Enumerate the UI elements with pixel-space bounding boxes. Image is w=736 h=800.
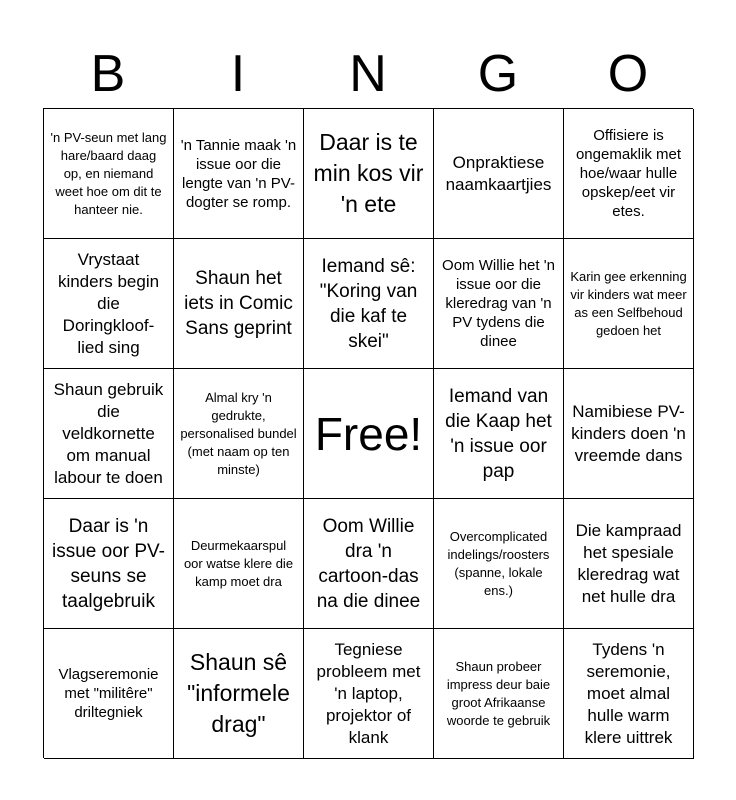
cell-text: Daar is te min kos vir 'n ete xyxy=(313,129,424,217)
cell-text: Daar is 'n issue oor PV-seuns se taalgebruik xyxy=(52,515,165,612)
cell-text: Oom Willie dra 'n cartoon-das na die dinee xyxy=(316,515,421,612)
bingo-cell-r2-c4[interactable] xyxy=(434,239,564,369)
bingo-cell-r1-c3[interactable] xyxy=(304,109,434,239)
header-letter-o: O xyxy=(607,45,649,103)
cell-text: Tegniese probleem met 'n laptop, projektor of klank xyxy=(316,639,421,747)
cell-text: Oom Willie het 'n issue oor die kleredrag van 'n PV tydens die dinee xyxy=(442,257,555,350)
header-letter-n: N xyxy=(349,45,387,103)
bingo-cell-r2-c5[interactable] xyxy=(564,239,694,369)
free-space-text: Free! xyxy=(314,407,423,460)
cell-text: 'n Tannie maak 'n issue oor die lengte van 'n PV-dogter se romp. xyxy=(180,136,297,211)
bingo-cell-free[interactable] xyxy=(304,369,434,499)
cell-text: Overcomplicated indelings/roosters (spanne, lokale ens.) xyxy=(447,528,550,598)
cell-text: Tydens 'n seremonie, moet almal hulle warm klere uittrek xyxy=(584,639,673,747)
bingo-cell-r1-c1[interactable] xyxy=(44,109,174,239)
cell-text: Almal kry 'n gedrukte, personalised bundel (met naam op ten minste) xyxy=(180,389,297,477)
bingo-cell-r1-c5[interactable] xyxy=(564,109,694,239)
bingo-cell-r3-c5[interactable] xyxy=(564,369,694,499)
cell-text: Iemand sê: "Koring van die kaf te skei" xyxy=(319,255,418,352)
bingo-cell-r5-c4[interactable] xyxy=(434,629,564,759)
bingo-cell-r2-c2[interactable] xyxy=(174,239,304,369)
cell-text: Namibiese PV-kinders doen 'n vreemde dans xyxy=(571,401,686,465)
bingo-cell-r4-c4[interactable] xyxy=(434,499,564,629)
cell-text: Karin gee erkenning vir kinders wat meer as een Selfbehoud gedoen het xyxy=(570,268,687,338)
header-letter-g: G xyxy=(477,45,519,103)
bingo-cell-r2-c3[interactable] xyxy=(304,239,434,369)
cell-text: Die kampraad het spesiale kleredrag wat net hulle dra xyxy=(575,520,682,606)
bingo-cell-r4-c5[interactable] xyxy=(564,499,694,629)
cell-text: 'n PV-seun met lang hare/baard daag op, en niemand weet hoe om dit te hanteer nie. xyxy=(50,129,167,217)
bingo-grid xyxy=(43,108,693,758)
bingo-cell-r2-c1[interactable] xyxy=(44,239,174,369)
bingo-cell-r4-c2[interactable] xyxy=(174,499,304,629)
bingo-cell-r3-c2[interactable] xyxy=(174,369,304,499)
bingo-cell-r4-c1[interactable] xyxy=(44,499,174,629)
bingo-cell-r4-c3[interactable] xyxy=(304,499,434,629)
header-letter-i: I xyxy=(230,45,246,103)
cell-text: Shaun probeer impress deur baie groot Afrikaanse woorde te gebruik xyxy=(446,658,551,728)
cell-text: Shaun het iets in Comic Sans geprint xyxy=(184,268,293,339)
cell-text: Onpraktiese naamkaartjies xyxy=(445,152,552,194)
bingo-cell-r3-c4[interactable] xyxy=(434,369,564,499)
cell-text: Shaun sê "informele drag" xyxy=(187,649,290,737)
bingo-cell-r5-c1[interactable] xyxy=(44,629,174,759)
cell-text: Vrystaat kinders begin die Doringkloof-lied sing xyxy=(57,249,160,357)
cell-text: Deurmekaarspul oor watse klere die kamp moet dra xyxy=(183,537,294,589)
cell-text: Vlagseremonie met "militêre" driltegniek xyxy=(58,666,159,721)
cell-text: Iemand van die Kaap het 'n issue oor pap xyxy=(445,385,552,482)
cell-text: Offisiere is ongemaklik met hoe/waar hulle opskep/eet vir etes. xyxy=(575,127,682,220)
header-letter-b: B xyxy=(90,45,126,103)
bingo-cell-r5-c2[interactable] xyxy=(174,629,304,759)
bingo-cell-r1-c4[interactable] xyxy=(434,109,564,239)
bingo-header xyxy=(43,40,693,108)
bingo-cell-r5-c3[interactable] xyxy=(304,629,434,759)
bingo-cell-r5-c5[interactable] xyxy=(564,629,694,759)
bingo-cell-r1-c2[interactable] xyxy=(174,109,304,239)
cell-text: Shaun gebruik die veldkornette om manual labour te doen xyxy=(53,379,164,487)
bingo-cell-r3-c1[interactable] xyxy=(44,369,174,499)
